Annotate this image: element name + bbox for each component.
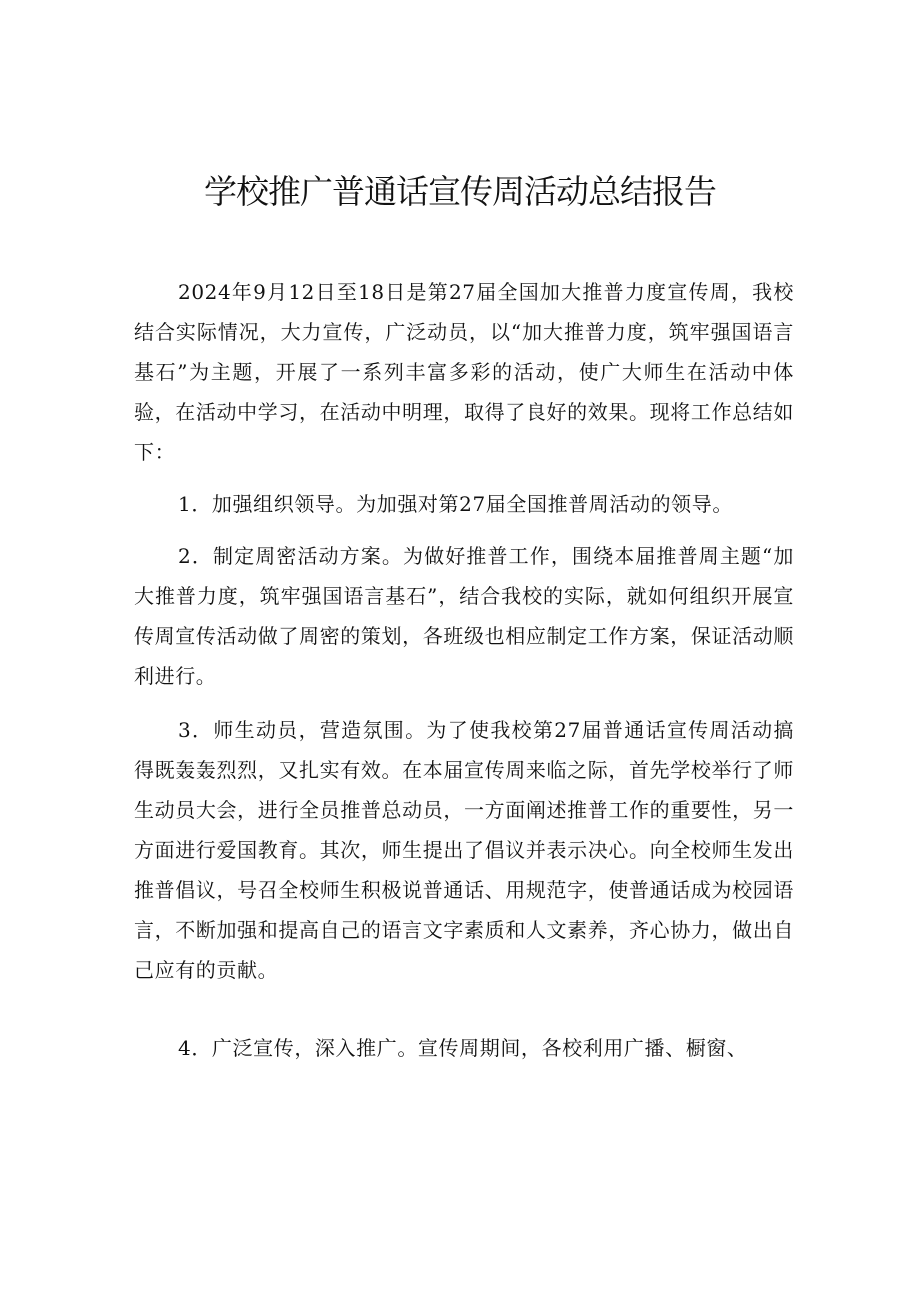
paragraph-item-4: 4．广泛宣传，深入推广。宣传周期间，各校利用广播、橱窗、	[178, 1036, 748, 1060]
paragraph-intro: 2024年9月12日至18日是第27届全国加大推普力度宣传周，我校结合实际情况，大力宣传，广泛动员，以“加大推普力度，筑牢强国语言基石”为主题，开展了一系列丰富多彩的活动，使广大师生在活动中体验，在活动中学习，在活动中明理，取得了良好的效果。现将工作总结如下：	[134, 280, 794, 464]
paragraph-item-3: 3．师生动员，营造氛围。为了使我校第27届普通话宣传周活动搞得既轰轰烈烈，又扎实有效。在本届宣传周来临之际，首先学校举行了师生动员大会，进行全员推普总动员，一方面阐述推普工作的重要性，另一方面进行爱国教育。其次，师生提出了倡议并表示决心。向全校师生发出推普倡议，号召全校师生积极说普通话、用规范字，使普通话成为校园语言，不断加强和提高自己的语言文字素质和人文素养，齐心协力，做出自己应有的贡献。	[134, 718, 794, 982]
paragraph-item-2: 2．制定周密活动方案。为做好推普工作，围绕本届推普周主题“加大推普力度，筑牢强国语言基石”，结合我校的实际，就如何组织开展宣传周宣传活动做了周密的策划，各班级也相应制定工作方案，保证活动顺利进行。	[134, 544, 794, 688]
document-body	[134, 272, 794, 1068]
document-title: 学校推广普通话宣传周活动总结报告	[204, 172, 716, 211]
paragraph-item-1: 1．加强组织领导。为加强对第27届全国推普周活动的领导。	[178, 492, 733, 516]
